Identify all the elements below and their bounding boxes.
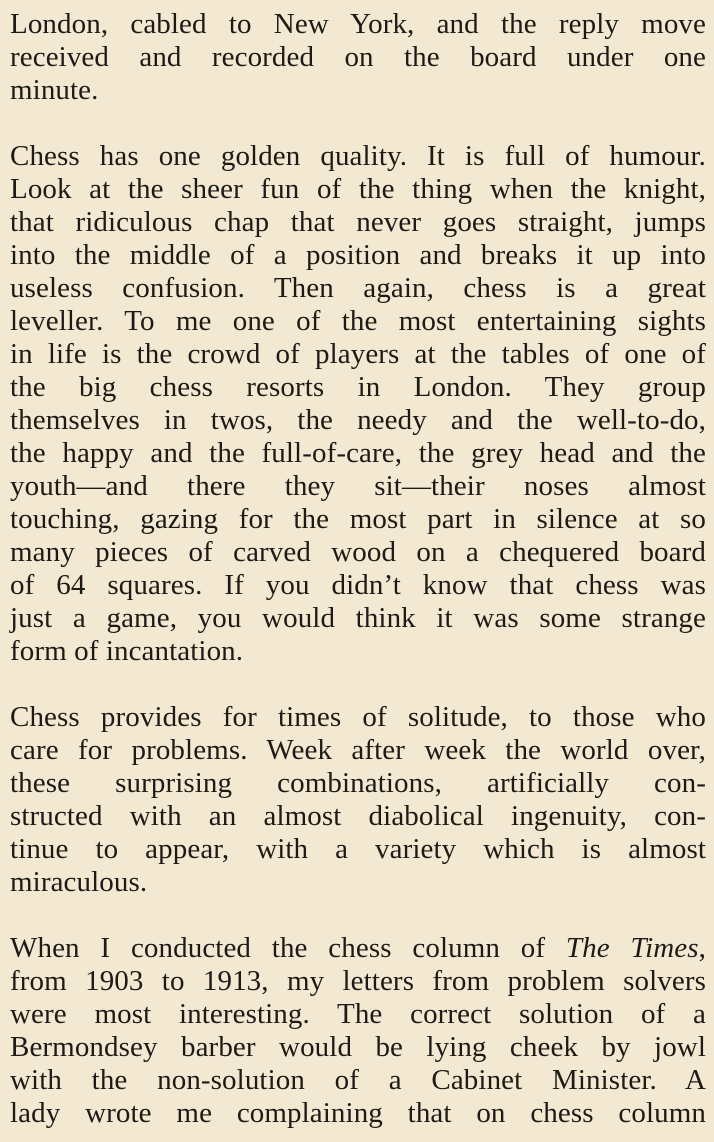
text-line: these surprising combinations, artificially con- [10,767,706,799]
text-line: with the non-solution of a Cabinet Minister. A [10,1064,706,1096]
text-line: touching, gazing for the most part in silence at so [10,503,706,535]
text-line: the happy and the full-of-care, the grey head and the [10,437,706,469]
text-line-with-title [10,932,706,965]
text-line: Bermondsey barber would be lying cheek by jowl [10,1031,706,1063]
newspaper-title: The Times [565,932,699,964]
text-line: the big chess resorts in London. They group [10,371,706,403]
paragraph-3 [10,701,706,899]
paragraph-2 [10,140,706,668]
text-line: minute. [10,74,99,106]
text-line: London, cabled to New York, and the reply move [10,8,706,40]
paragraph-1 [10,8,706,107]
text-line: of 64 squares. If you didn’t know that chess was [10,569,706,601]
paragraph-gap [10,899,706,932]
text-line: into the middle of a position and breaks it up into [10,239,706,271]
text-line: useless confusion. Then again, chess is a great [10,272,706,304]
text-line: that ridiculous chap that never goes straight, jumps [10,206,706,238]
text-line: leveller. To me one of the most entertaining sights [10,305,706,337]
text-line: care for problems. Week after week the world over, [10,734,706,766]
text-line: received and recorded on the board under one [10,41,706,73]
paragraph-gap [10,107,706,140]
text-line: Look at the sheer fun of the thing when the knight, [10,173,706,205]
text-line: form of incantation. [10,635,244,667]
paragraph-gap [10,668,706,701]
text-line: in life is the crowd of players at the tables of one of [10,338,706,370]
text-line: Chess has one golden quality. It is full of humour. [10,140,706,172]
text-run: When I conducted the chess column of [10,932,566,964]
text-line: many pieces of carved wood on a chequered board [10,536,706,568]
paragraph-4 [10,932,706,1130]
text-run: , [698,932,706,964]
text-line: structed with an almost diabolical ingenuity, con- [10,800,706,832]
text-line: miraculous. [10,866,148,898]
text-line: Chess provides for times of solitude, to those who [10,701,706,733]
text-line: youth—and there they sit—their noses almost [10,470,706,502]
text-line: tinue to appear, with a variety which is almost [10,833,706,865]
text-line: from 1903 to 1913, my letters from problem solvers [10,965,706,997]
text-line: themselves in twos, the needy and the well-to-do, [10,404,706,436]
text-line: were most interesting. The correct solution of a [10,998,706,1030]
text-line: lady wrote me complaining that on chess column [10,1097,706,1129]
text-line: just a game, you would think it was some strange [10,602,706,634]
